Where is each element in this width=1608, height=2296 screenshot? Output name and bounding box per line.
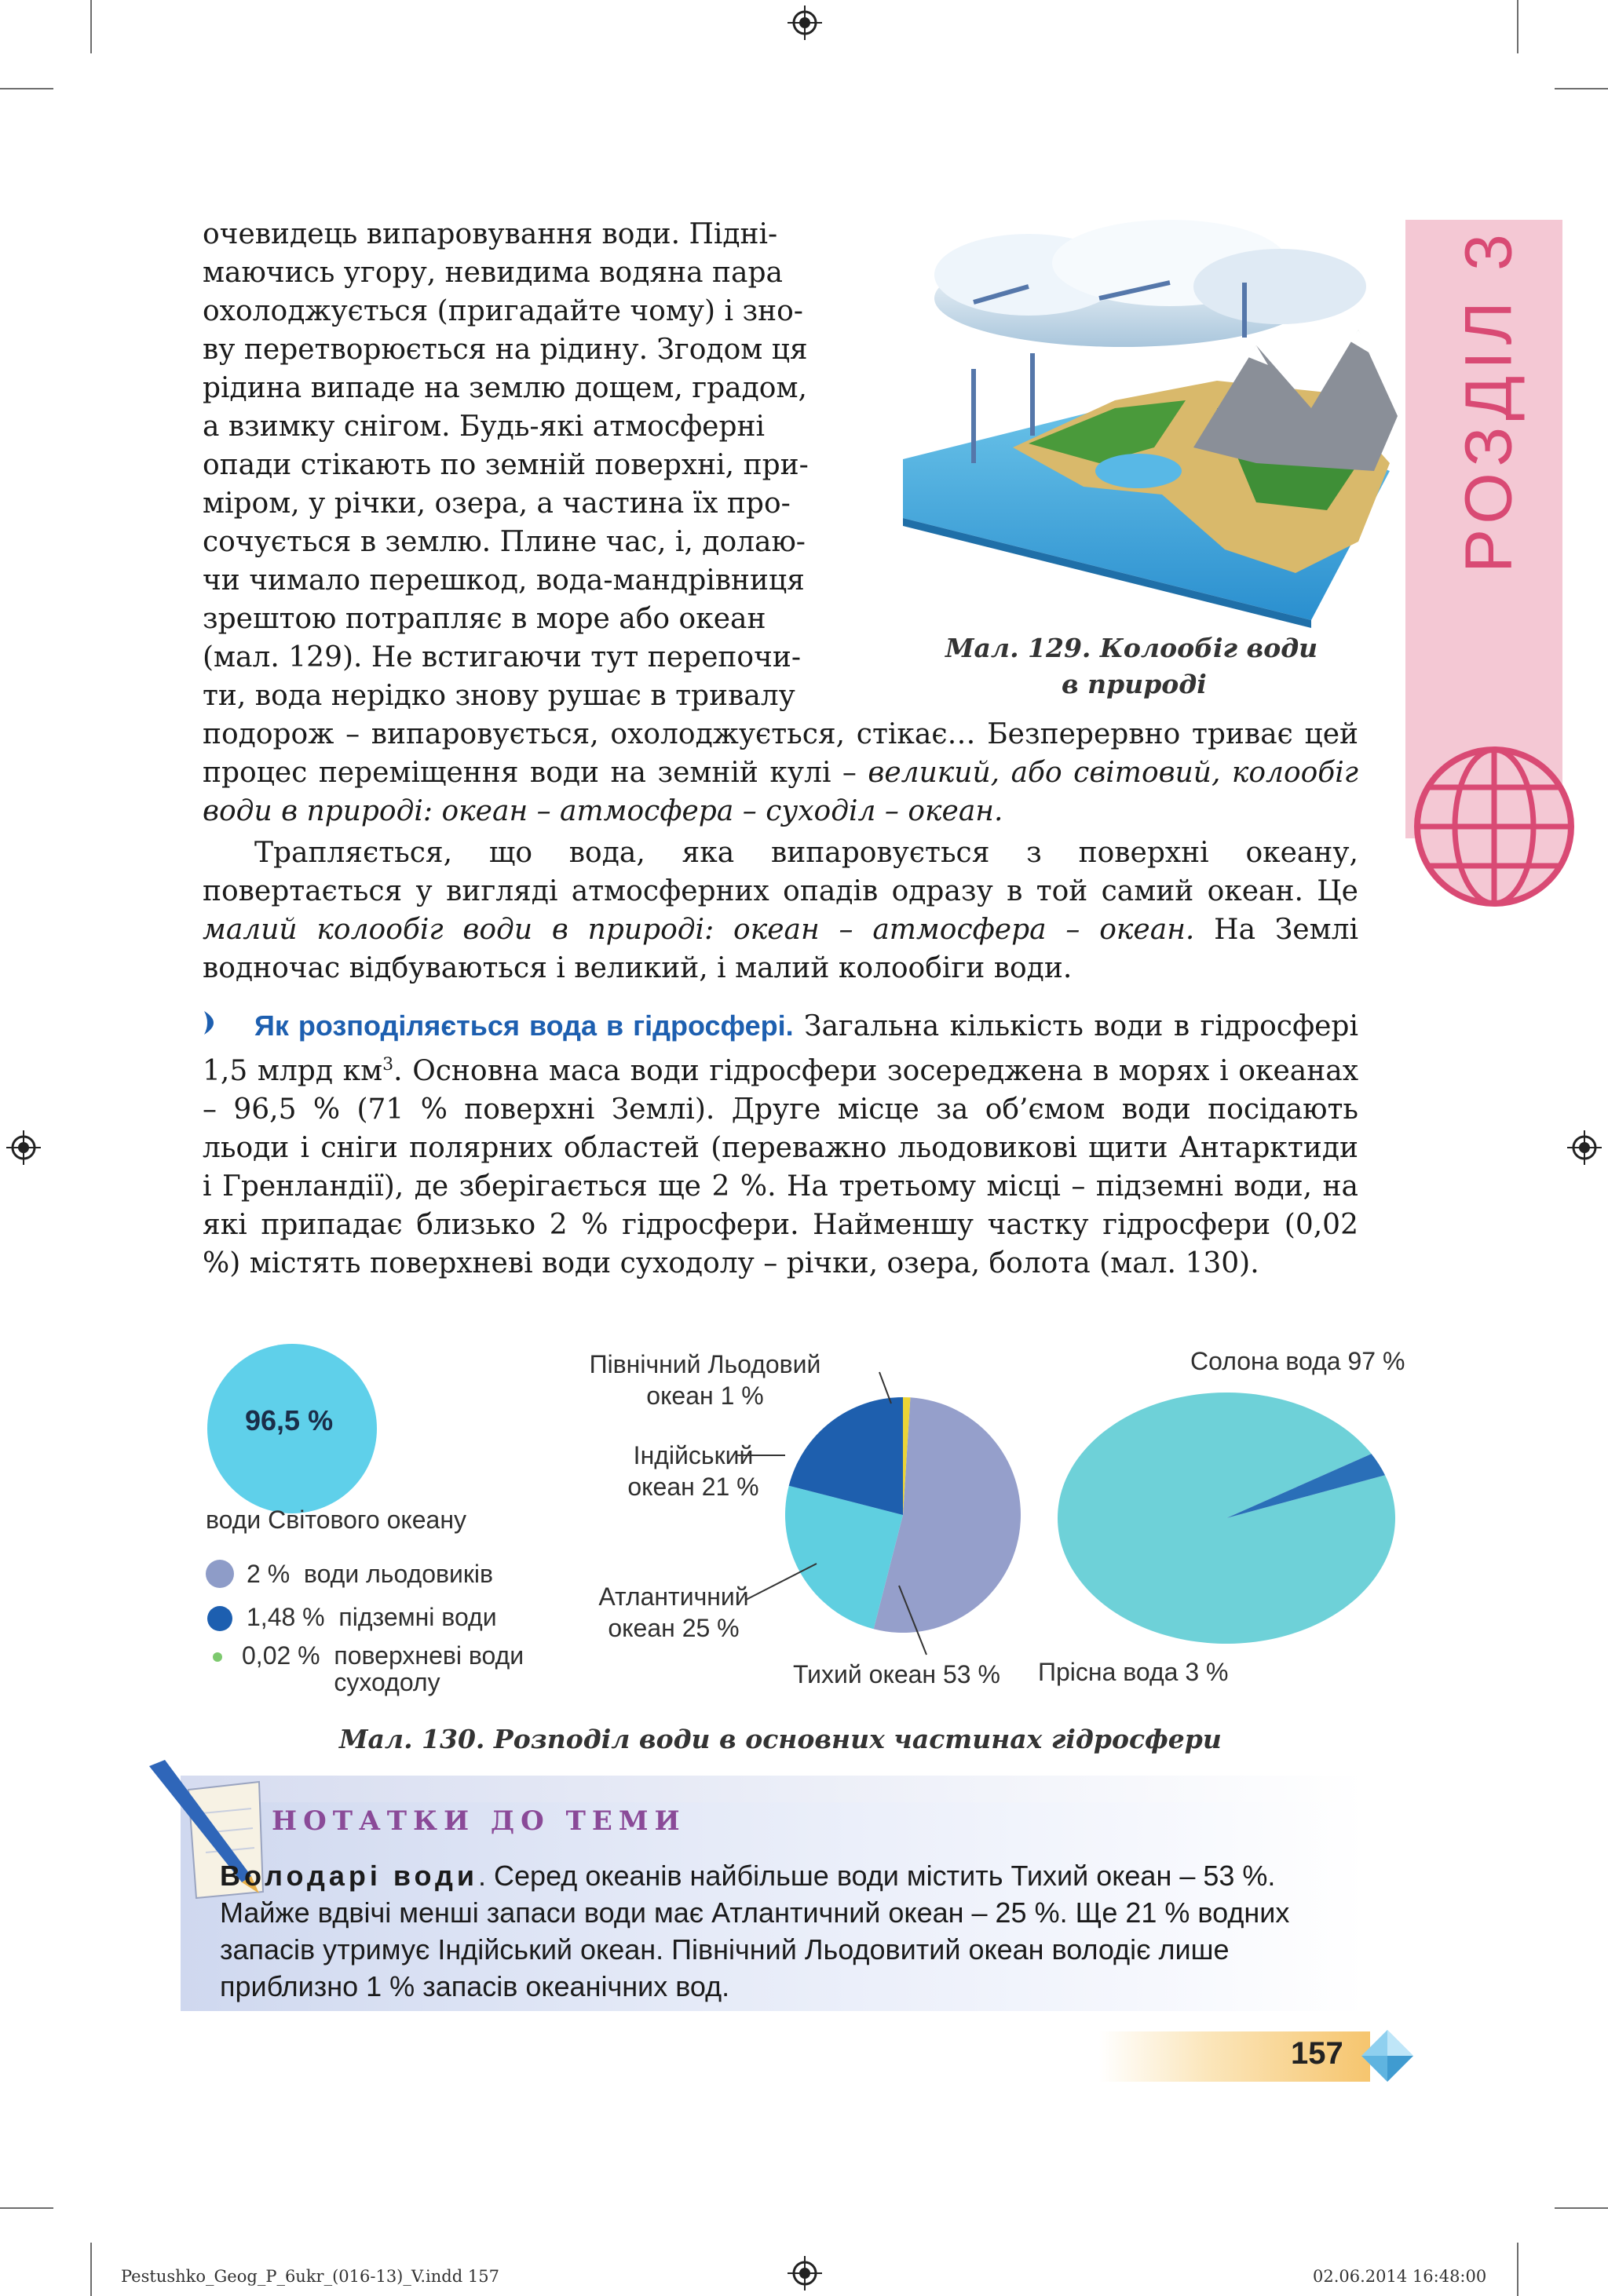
page-number: 157 bbox=[1291, 2036, 1343, 2071]
crop-mark bbox=[90, 0, 92, 53]
paragraph-3: Як розподіляється вода в гідросфері. Загальна кількість води в гідросфері 1,5 млрд $км^3$. Основна маса води гідросфери зосереджена в морях і океанах – 96,5 % (71 % поверхні Землі). Друге місце за об’ємом води посідають льоди і сніги полярних областей (переважно льодовикові щити Антарктиди і Гренландії), де зберігається ще 2 %. На третьому місці – підземні води, на які припадає близько 2 % гідросфери. Найменшу частку гідросфери (0,02 %) містять поверхневі води суходолу – річки, озера, болота (мал. 130). bbox=[203, 1009, 1358, 1279]
text-line: маючись угору, невидима водяна пара bbox=[203, 257, 783, 289]
world-ocean-percent: 96,5 % bbox=[245, 1404, 334, 1436]
figure-130-caption: Мал. 130. Розподіл води в основних частинах гідросфери bbox=[339, 1724, 1222, 1754]
text-line: зрештою потрапляє в море або океан bbox=[203, 603, 766, 635]
figure-129-caption-line1: Мал. 129. Колообіг води bbox=[945, 633, 1318, 663]
legend-glaciers: 2 % води льодовиків bbox=[247, 1560, 493, 1588]
globe-icon bbox=[1404, 736, 1584, 917]
notes-text: Володарі води. Серед океанів найбільше води містить Тихий океан – 53 %. Майже вдвічі менші запаси води має Атлантичний океан – 25 %. Ще 21 % водних запасів утримує Індійський океан. Північний Льодовитий океан володіє лише приблизно 1 % запасів океанічних вод. bbox=[220, 1860, 1290, 2002]
text-line: очевидець випаровування води. Підні- bbox=[203, 218, 778, 250]
paragraph-2: Трапляється, що вода, яка випаровується з поверхні океану, повертається у вигляді атмосферних опадів одразу в той самий океан. Це малий колообіг води в природі: океан – атмосфера – океан. На Землі водночас відбуваються і великий, і малий колообіги води. bbox=[203, 837, 1358, 984]
legend-swatch-surface-water bbox=[213, 1652, 222, 1662]
crop-mark bbox=[0, 88, 53, 89]
paragraph-1-rest: подорож – випаровується, охолоджується, стікає… Безперервно триває цей процес переміщення води на земній кулі – великий, або світовий, колообіг води в природі: океан – атмосфера – суходіл – океан. bbox=[203, 718, 1358, 827]
crop-mark bbox=[1517, 2243, 1518, 2296]
text-line: (мал. 129). Не встигаючи тут перепочи- bbox=[203, 641, 802, 673]
crop-mark bbox=[90, 2243, 92, 2296]
crop-mark bbox=[1517, 0, 1518, 53]
text-line: чи чимало перешкод, вода-мандрівниця bbox=[203, 564, 805, 597]
text-line: сочується в землю. Плине час, і, долаю- bbox=[203, 526, 806, 558]
legend-swatch-groundwater bbox=[207, 1606, 232, 1631]
legend-surface-water: 0,02 % поверхневі води суходолу bbox=[242, 1641, 524, 1696]
figure-129-caption-line2: в природі bbox=[1062, 669, 1207, 699]
registration-mark-icon bbox=[1567, 1130, 1602, 1165]
text-line: а взимку снігом. Будь-які атмосферні bbox=[203, 411, 766, 443]
notes-header-strip bbox=[181, 1776, 1366, 1802]
text-line: опади стікають по земній поверхні, при- bbox=[203, 449, 809, 481]
text-line: ву перетворюється на рідину. Згодом ця bbox=[203, 334, 808, 366]
text-line: охолоджується (пригадайте чому) і зно- bbox=[203, 295, 803, 327]
registration-mark-icon bbox=[6, 1130, 41, 1165]
world-ocean-caption: води Світового океану bbox=[206, 1506, 466, 1534]
label-atlantic-ocean: Атлантичний океан 25 % bbox=[598, 1582, 749, 1642]
legend-groundwater: 1,48 % підземні води bbox=[247, 1603, 497, 1631]
section-heading: Як розподіляється вода в гідросфері. bbox=[254, 1009, 794, 1042]
water-cycle-illustration bbox=[887, 212, 1398, 628]
registration-mark-icon bbox=[788, 5, 822, 40]
crop-mark bbox=[0, 2207, 53, 2209]
footer-timestamp: 02.06.2014 16:48:00 bbox=[1313, 2267, 1487, 2286]
notes-title: НОТАТКИ ДО ТЕМИ bbox=[272, 1805, 686, 1837]
text-line: міром, у річки, озера, а частина їх про- bbox=[203, 487, 791, 520]
mountains bbox=[1193, 330, 1398, 471]
label-pacific-ocean: Тихий океан 53 % bbox=[793, 1660, 1000, 1688]
label-fresh-water: Прісна вода 3 % bbox=[1038, 1658, 1229, 1686]
label-arctic-ocean: Північний Льодовий океан 1 % bbox=[589, 1350, 821, 1410]
chapter-label: РОЗДІЛ 3 bbox=[1451, 228, 1526, 573]
label-salt-water: Солона вода 97 % bbox=[1190, 1347, 1405, 1375]
legend-swatch-glaciers bbox=[206, 1560, 234, 1588]
text-line: ти, вода нерідко знову рушає в тривалу bbox=[203, 680, 795, 712]
pie-leader-lines bbox=[730, 1366, 981, 1672]
crop-mark bbox=[1555, 2207, 1608, 2209]
footer-filename: Pestushko_Geog_P_6ukr_(016-13)_V.indd 157 bbox=[121, 2267, 499, 2286]
salt-fresh-pie-chart bbox=[1054, 1385, 1399, 1652]
cloud bbox=[934, 220, 1366, 347]
registration-mark-icon bbox=[788, 2256, 822, 2291]
text-line: рідина випаде на землю дощем, градом, bbox=[203, 372, 807, 404]
gem-icon bbox=[1360, 2028, 1415, 2083]
label-indian-ocean: Індійський океан 21 % bbox=[627, 1441, 759, 1501]
crop-mark bbox=[1555, 88, 1608, 89]
